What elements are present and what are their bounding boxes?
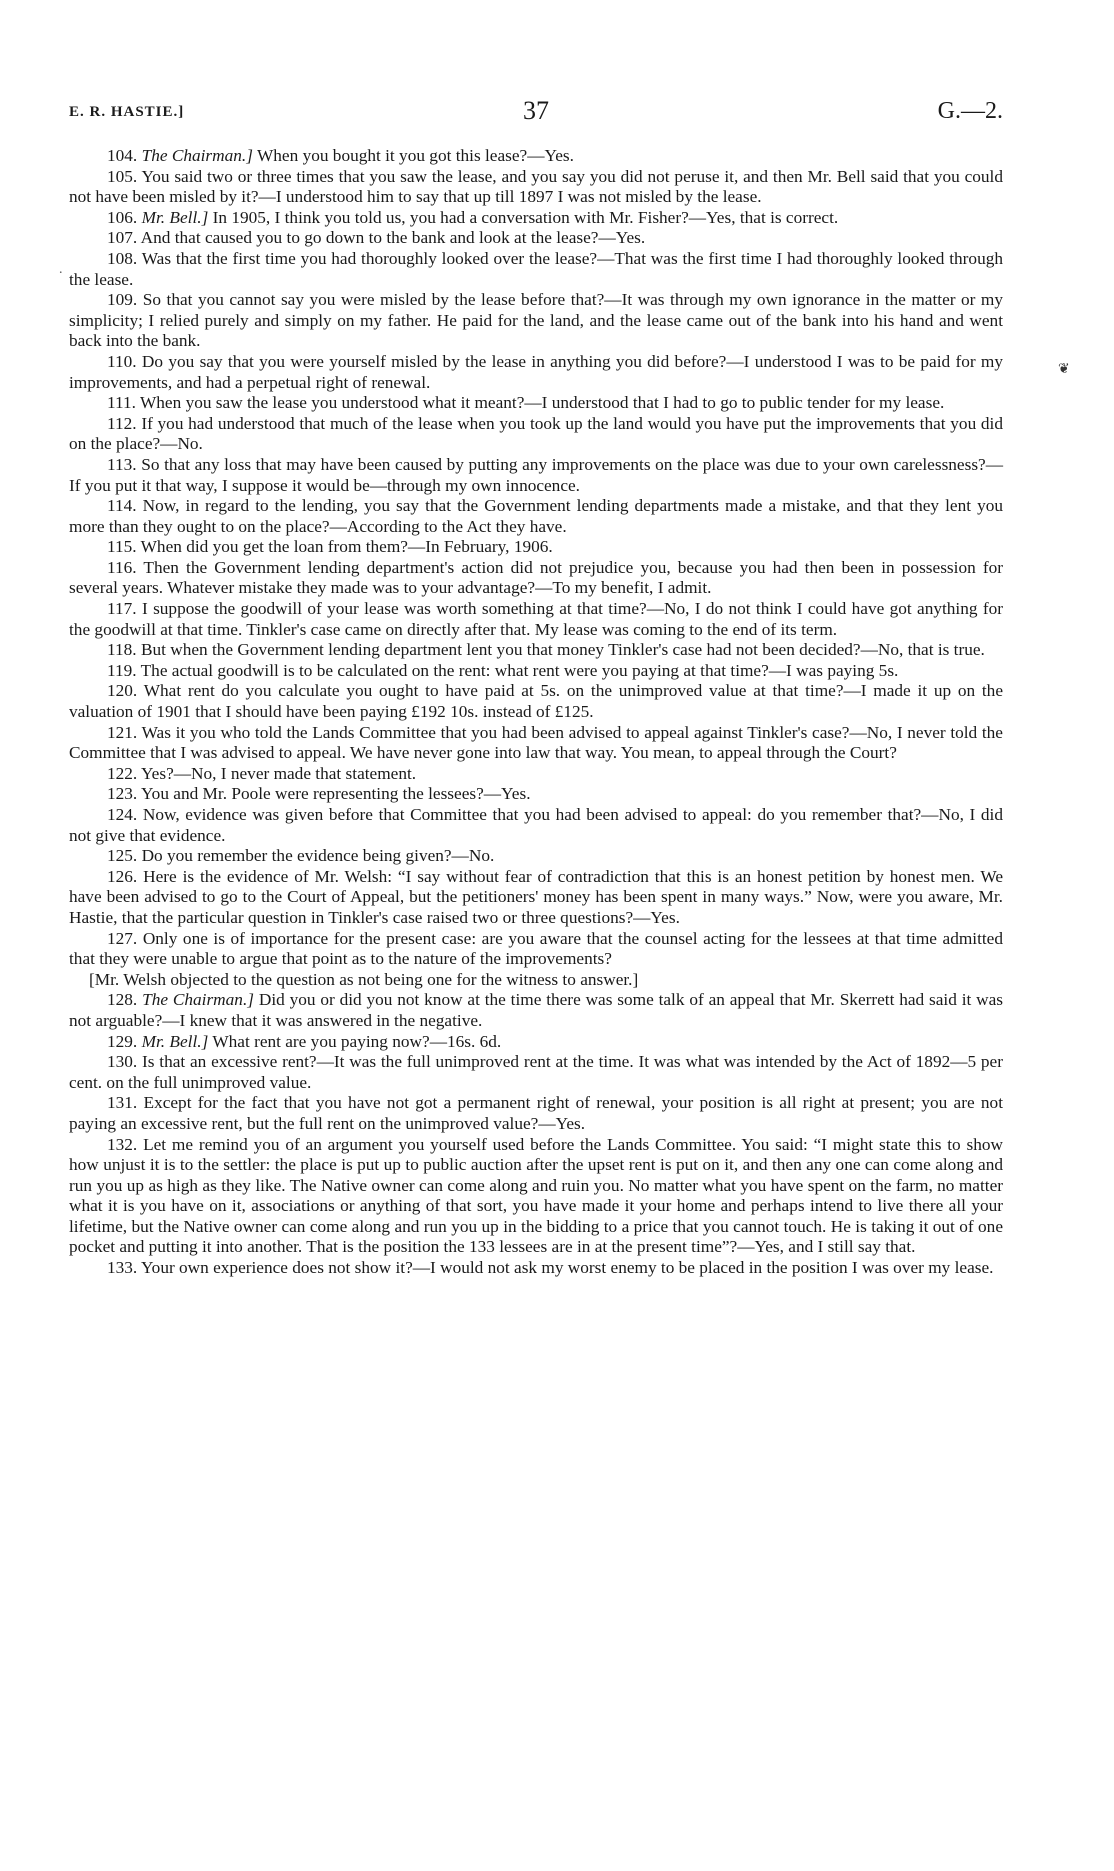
- margin-mark: ❦: [1058, 362, 1070, 377]
- question-107: [69, 228, 1003, 249]
- question-text: Do you say that you were yourself misled by the lease in anything you did before?—I understood I was to be paid for my improvements, and had a perpetual right of renewal.: [69, 351, 1003, 392]
- question-number: 122.: [107, 763, 138, 783]
- question-121: [69, 723, 1003, 764]
- question-text: Except for the fact that you have not got a permanent right of renewal, your position is all right at present; you are not paying an excessive rent, but the full rent on the unimproved value?—Yes.: [69, 1093, 1003, 1133]
- question-number: 128.: [107, 990, 138, 1010]
- question-125: [69, 846, 1003, 867]
- question-text: Only one is of importance for the present case: are you aware that the counsel acting for the lessees at that time admitted that they were unable to argue that point as to the nature of the improvements?: [69, 928, 1003, 969]
- question-number: 107.: [107, 228, 138, 248]
- question-text: If you had understood that much of the lease when you took up the land would you have put the improvements that you did on the place?—No.: [69, 413, 1003, 454]
- question-number: 111.: [107, 393, 136, 413]
- question-text: Here is the evidence of Mr. Welsh: “I say without fear of contradiction that this is an honest petition by honest men. We have been advised to go to the Court of Appeal, but the petitioners' money has been spent in many ways.” Now, were you aware, Mr. Hastie, that the particular question in Tinkler's case raised two or three questions?—Yes.: [69, 866, 1003, 927]
- document-reference: G.—2.: [937, 98, 1003, 124]
- question-110: [69, 352, 1003, 393]
- question-number: 133.: [107, 1258, 138, 1278]
- question-130: [69, 1052, 1003, 1093]
- question-number: 121.: [107, 722, 138, 742]
- question-text: Then the Government lending department's action did not prejudice you, because you had then been in possession for several years. Whatever mistake they made was to your advantage?—To my benefit, I admit.: [69, 557, 1003, 598]
- question-text: Was that the first time you had thoroughly looked over the lease?—That was the first time I had thoroughly looked through the lease.: [69, 248, 1003, 289]
- question-text: So that any loss that may have been caused by putting any improvements on the place was due to your own carelessness?—If you put it that way, I suppose it would be—through my own innocence.: [69, 454, 1004, 495]
- question-number: 109.: [107, 290, 138, 310]
- bracketed-note: [69, 970, 1003, 991]
- question-number: 119.: [107, 660, 137, 680]
- question-127: [69, 929, 1003, 970]
- question-number: 124.: [107, 805, 138, 824]
- question-132: [69, 1135, 1003, 1259]
- question-text: Is that an excessive rent?—It was the full unimproved rent at the time. It was what was intended by the Act of 1892—5 per cent. on the full unimproved value.: [69, 1052, 1003, 1092]
- question-122: [69, 764, 1003, 785]
- question-118: [69, 640, 1003, 661]
- question-number: 126.: [107, 866, 138, 886]
- question-number: 110.: [107, 351, 137, 371]
- question-120: [69, 681, 1003, 722]
- question-number: 129.: [107, 1031, 138, 1051]
- question-text: But when the Government lending department lent you that money Tinkler's case had not been decided?—No, that is true.: [140, 640, 985, 660]
- page-header: [69, 96, 1003, 132]
- speaker-label: The Chairman.]: [141, 146, 253, 165]
- question-text: Did you or did you not know at the time there was some talk of an appeal that Mr. Skerrett had said it was not arguable?—I knew that it was answered in the negative.: [69, 990, 1004, 1030]
- question-105: [69, 167, 1003, 208]
- question-text: Your own experience does not show it?—I would not ask my worst enemy to be placed in the position I was over my lease.: [140, 1258, 994, 1278]
- question-104: [69, 146, 1003, 167]
- question-number: 131.: [107, 1093, 138, 1113]
- question-text: Was it you who told the Lands Committee that you had been advised to appeal against Tinkler's case?—No, I never told the Committee that I was advised to appeal. We have never gone into law that way. You mean, to appeal through the Court?: [69, 722, 1003, 763]
- question-number: 127.: [107, 928, 138, 948]
- question-131: [69, 1093, 1003, 1134]
- running-head-witness: E. R. HASTIE.]: [69, 104, 185, 120]
- question-text: When you saw the lease you understood what it meant?—I understood that I had to go to public tender for my lease.: [139, 393, 945, 413]
- question-text: Now, in regard to the lending, you say that the Government lending departments made a mistake, and that they lent you more than they ought to on the place?—According to the Act they have.: [69, 496, 1004, 536]
- speaker-label: The Chairman.]: [142, 990, 254, 1010]
- question-number: 104.: [107, 146, 138, 165]
- question-number: 125.: [107, 846, 138, 866]
- question-number: 114.: [107, 496, 137, 516]
- question-text: Do you remember the evidence being given?—No.: [141, 846, 495, 866]
- question-number: 115.: [107, 537, 137, 557]
- question-133: [69, 1258, 1003, 1279]
- question-119: [69, 661, 1003, 682]
- question-123: [69, 784, 1003, 805]
- question-text: What rent do you calculate you ought to have paid at 5s. on the unimproved value at that time?—I made it up on the valuation of 1901 that I should have been paying £192 10s. instead of £125.: [69, 681, 1003, 722]
- question-number: 123.: [107, 784, 138, 804]
- speaker-label: Mr. Bell.]: [141, 1031, 209, 1051]
- question-117: [69, 599, 1003, 640]
- question-113: [69, 455, 1003, 496]
- question-text: I suppose the goodwill of your lease was worth something at that time?—No, I do not think I could have got anything for the goodwill at that time. Tinkler's case came on directly after that. My lease was coming to the end of its term.: [69, 599, 1003, 639]
- question-text: When did you get the loan from them?—In February, 1906.: [140, 537, 553, 557]
- testimony-body: [69, 146, 1003, 1279]
- question-106: [69, 208, 1003, 229]
- question-111: [69, 393, 1003, 414]
- question-number: 106.: [107, 207, 138, 227]
- question-number: 113.: [107, 454, 137, 474]
- question-text: Yes?—No, I never made that statement.: [140, 763, 417, 783]
- question-text: You said two or three times that you saw the lease, and you say you did not peruse it, and then Mr. Bell said that you could not have been misled by it?—I understood him to say that up till 1897 I was not misled by the lease.: [69, 166, 1004, 207]
- question-128: [69, 990, 1003, 1031]
- question-text: And that caused you to go down to the bank and look at the lease?—Yes.: [140, 228, 646, 248]
- question-text: When you bought it you got this lease?—Yes.: [256, 146, 574, 165]
- speaker-label: Mr. Bell.]: [141, 207, 209, 227]
- question-129: [69, 1032, 1003, 1053]
- question-number: 118.: [107, 640, 137, 660]
- note-text: [Mr. Welsh objected to the question as not being one for the witness to answer.]: [89, 969, 639, 989]
- question-number: 112.: [107, 413, 137, 433]
- question-114: [69, 496, 1003, 537]
- question-text: What rent are you paying now?—16s. 6d.: [212, 1031, 502, 1051]
- question-number: 120.: [107, 681, 138, 701]
- question-124: [69, 805, 1003, 846]
- question-number: 105.: [107, 166, 138, 186]
- question-text: You and Mr. Poole were representing the lessees?—Yes.: [140, 784, 531, 804]
- question-109: [69, 290, 1003, 352]
- question-number: 116.: [107, 557, 137, 577]
- stray-mark: .: [59, 262, 63, 277]
- page-number: 37: [523, 96, 549, 125]
- question-text: So that you cannot say you were misled by the lease before that?—It was through my own ignorance in the matter or my simplicity; I relied purely and simply on my father. He paid for the land, and the lease came out of the bank into his hand and went back into the bank.: [69, 290, 1003, 351]
- question-number: 130.: [107, 1052, 138, 1072]
- question-text: The actual goodwill is to be calculated on the rent: what rent were you paying at that time?—I was paying 5s.: [140, 660, 899, 680]
- question-108: [69, 249, 1003, 290]
- question-115: [69, 537, 1003, 558]
- question-text: In 1905, I think you told us, you had a conversation with Mr. Fisher?—Yes, that is correct.: [212, 207, 839, 227]
- question-number: 108.: [107, 248, 138, 268]
- question-126: [69, 867, 1003, 929]
- question-text: Let me remind you of an argument you yourself used before the Lands Committee. You said: “I might state this to show how unjust it is to the settler: the place is put up to public auction after the upset rent is put on it, and then any one can come along and run you up as high as they like. The Native owner can come along and ruin you. No matter what you have spent on the farm, no matter what it is you have on it, associations or anything of that sort, you have made it your home and perhaps intend to live there all your lifetime, but the Native owner can come along and run you up in the bidding to a price that you cannot touch. He is taking it out of one pocket and putting it into another. That is the position the 133 lessees are in at the present time”?—Yes, and I still say that.: [69, 1134, 1003, 1257]
- question-116: [69, 558, 1003, 599]
- question-number: 117.: [107, 599, 137, 619]
- question-number: 132.: [107, 1134, 138, 1154]
- question-text: Now, evidence was given before that Committee that you had been advised to appeal: do you remember that?—No, I did not give that evidence.: [69, 805, 1003, 845]
- question-112: [69, 414, 1003, 455]
